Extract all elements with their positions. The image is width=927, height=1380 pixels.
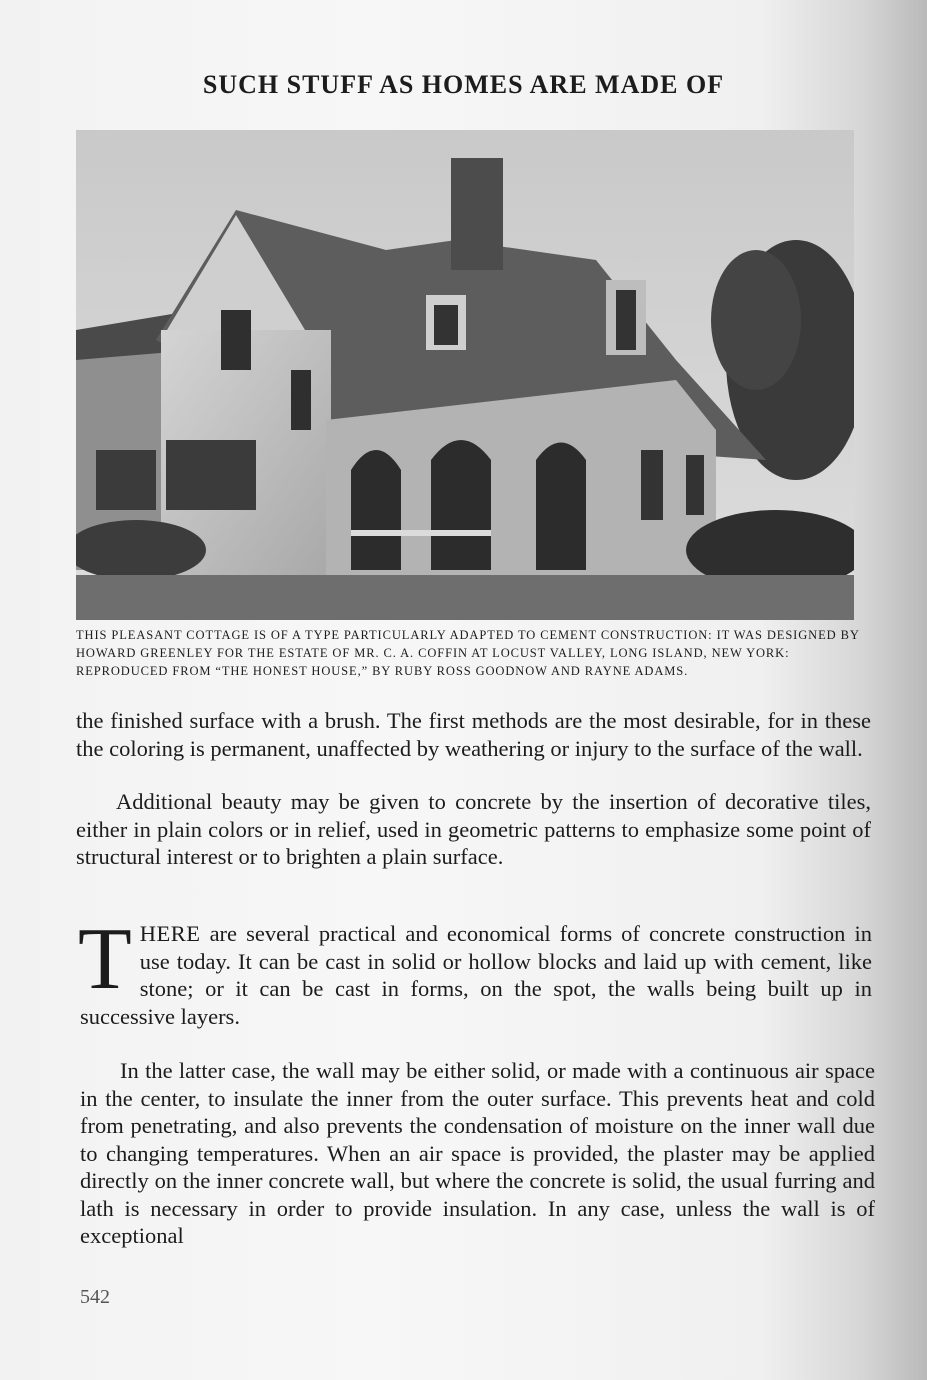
cottage-illustration <box>76 130 854 620</box>
window <box>96 450 156 510</box>
section-paragraph <box>78 911 872 1030</box>
window <box>221 310 251 370</box>
lead-in: HERE <box>139 921 201 946</box>
porch-arch <box>431 440 491 570</box>
window <box>686 455 704 515</box>
running-head: SUCH STUFF AS HOMES ARE MADE OF <box>202 70 725 99</box>
figure-caption: THIS PLEASANT COTTAGE IS OF A TYPE PARTICULARLY ADAPTED TO CEMENT CONSTRUCTION: IT WAS DESIGNED BY HOWARD GREENLEY FOR THE ESTATE OF MR. C. A. COFFIN AT LOCUST VALLEY, LONG ISLAND, NEW YORK: REPRODUCED FROM “THE HONEST HOUSE,” BY RUBY ROSS GOODNOW AND RAYNE ADAMS. <box>76 628 860 678</box>
dormer-window <box>616 290 636 350</box>
porch-arch <box>536 443 586 571</box>
porch-railing <box>351 530 491 536</box>
page-number: 542 <box>80 1286 110 1308</box>
chimney <box>451 158 503 270</box>
bay-window <box>166 440 256 510</box>
window <box>641 450 663 520</box>
lawn <box>76 575 854 620</box>
porch-arch <box>351 450 401 570</box>
paragraph-text: are several practical and economical forms of concrete construction in use today. It can be cast in solid or hollow blocks and laid up with cement, like stone; or it can be cast in forms, on the spot, the walls being built up in successive layers. <box>80 921 872 1029</box>
paragraph: Additional beauty may be given to concrete by the insertion of decorative tiles, either in plain colors or in relief, used in geometric patterns to emphasize some point of structural interest or to brighten a plain surface. <box>76 789 871 869</box>
drop-cap: T <box>78 911 132 1008</box>
paragraph: the finished surface with a brush. The first methods are the most desirable, for in these the coloring is permanent, unaffected by weathering or injury to the surface of the wall. <box>76 708 871 761</box>
window <box>291 370 311 430</box>
paragraph: In the latter case, the wall may be either solid, or made with a continuous air space in the center, to insulate the inner from the outer surface. This prevents heat and cold from penetrating, and also prevents the condensation of moisture on the inner wall due to changing temperatures. When an air space is provided, the plaster may be applied directly on the inner concrete wall, but where the concrete is solid, the usual furring and lath is necessary in order to provide insulation. In any case, unless the wall is of exceptional <box>80 1058 875 1248</box>
dormer-window <box>434 305 458 345</box>
cottage-photograph <box>76 130 854 620</box>
